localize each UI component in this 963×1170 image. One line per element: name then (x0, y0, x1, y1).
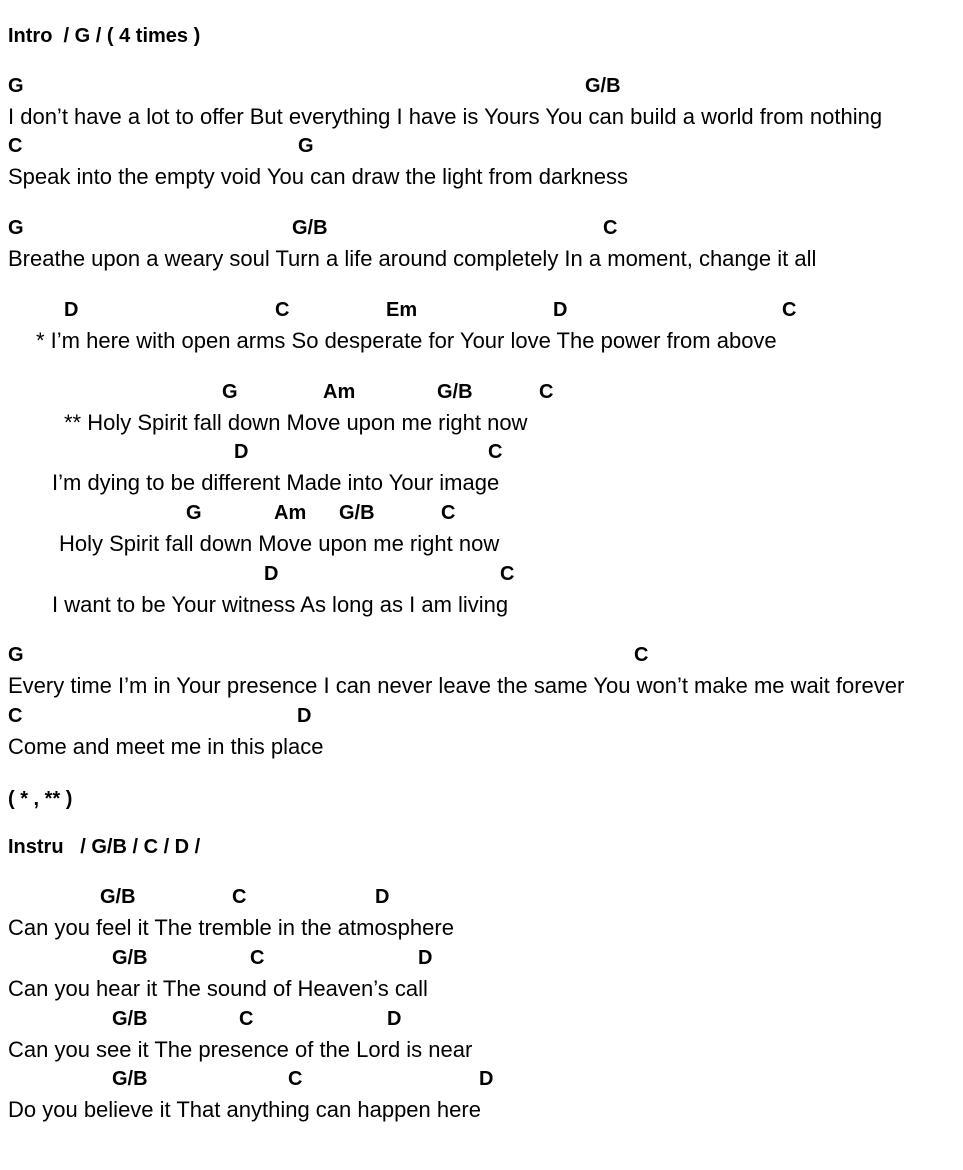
chord: G/B (339, 502, 375, 524)
chord: D (264, 563, 279, 585)
chord: C (239, 1008, 254, 1030)
intro-line: Intro / G / ( 4 times ) (8, 25, 201, 47)
chord: C (232, 886, 247, 908)
lyric-line: ** Holy Spirit fall down Move upon me right now (64, 410, 528, 435)
chord: Am (274, 502, 307, 524)
chord: D (387, 1008, 402, 1030)
chord: G/B (100, 886, 136, 908)
lyric-line: Breathe upon a weary soul Turn a life around completely In a moment, change it all (8, 246, 817, 271)
chord: C (603, 217, 618, 239)
chord: D (479, 1068, 494, 1090)
lyric-line: Every time I’m in Your presence I can never leave the same You won’t make me wait forever (8, 673, 905, 698)
chord: C (250, 947, 265, 969)
chord: C (8, 705, 23, 727)
chord: G (8, 644, 24, 666)
chord: D (64, 299, 79, 321)
chord: C (500, 563, 515, 585)
chord: G (8, 217, 24, 239)
chord: D (418, 947, 433, 969)
chord: D (297, 705, 312, 727)
chord: C (441, 502, 456, 524)
chord: C (288, 1068, 303, 1090)
chord: Em (386, 299, 418, 321)
chord: C (8, 135, 23, 157)
chord: C (539, 381, 554, 403)
chord: G (298, 135, 314, 157)
lyric-line: Come and meet me in this place (8, 734, 324, 759)
chord: G/B (112, 1008, 148, 1030)
chord: G/B (585, 75, 621, 97)
lyric-line: Can you see it The presence of the Lord is near (8, 1037, 473, 1062)
lyric-line: I don’t have a lot to offer But everything I have is Yours You can build a world from nothing (8, 104, 883, 129)
chord: G/B (112, 947, 148, 969)
chord: G (186, 502, 202, 524)
chord: D (234, 441, 249, 463)
chord: G (222, 381, 238, 403)
lyric-line: Can you hear it The sound of Heaven’s call (8, 976, 428, 1001)
chord: G/B (292, 217, 328, 239)
instrumental-line: Instru / G/B / C / D / (8, 836, 201, 858)
chord: C (488, 441, 503, 463)
lyric-line: Holy Spirit fall down Move upon me right now (59, 531, 500, 556)
chord: C (275, 299, 290, 321)
chord: G/B (437, 381, 473, 403)
chord: Am (323, 381, 356, 403)
repeat-marker: ( * , ** ) (8, 788, 73, 810)
chord: C (782, 299, 797, 321)
lyric-line: * I’m here with open arms So desperate for Your love The power from above (36, 328, 777, 353)
chord: G (8, 75, 24, 97)
lyric-line: I’m dying to be different Made into Your image (52, 470, 500, 495)
lyric-line: Speak into the empty void You can draw the light from darkness (8, 164, 629, 189)
chord: D (553, 299, 568, 321)
chord: G/B (112, 1068, 148, 1090)
lyric-line: I want to be Your witness As long as I am living (52, 592, 509, 617)
chord: D (375, 886, 390, 908)
lyric-line: Can you feel it The tremble in the atmosphere (8, 915, 454, 940)
lyric-line: Do you believe it That anything can happen here (8, 1097, 481, 1122)
chord: C (634, 644, 649, 666)
